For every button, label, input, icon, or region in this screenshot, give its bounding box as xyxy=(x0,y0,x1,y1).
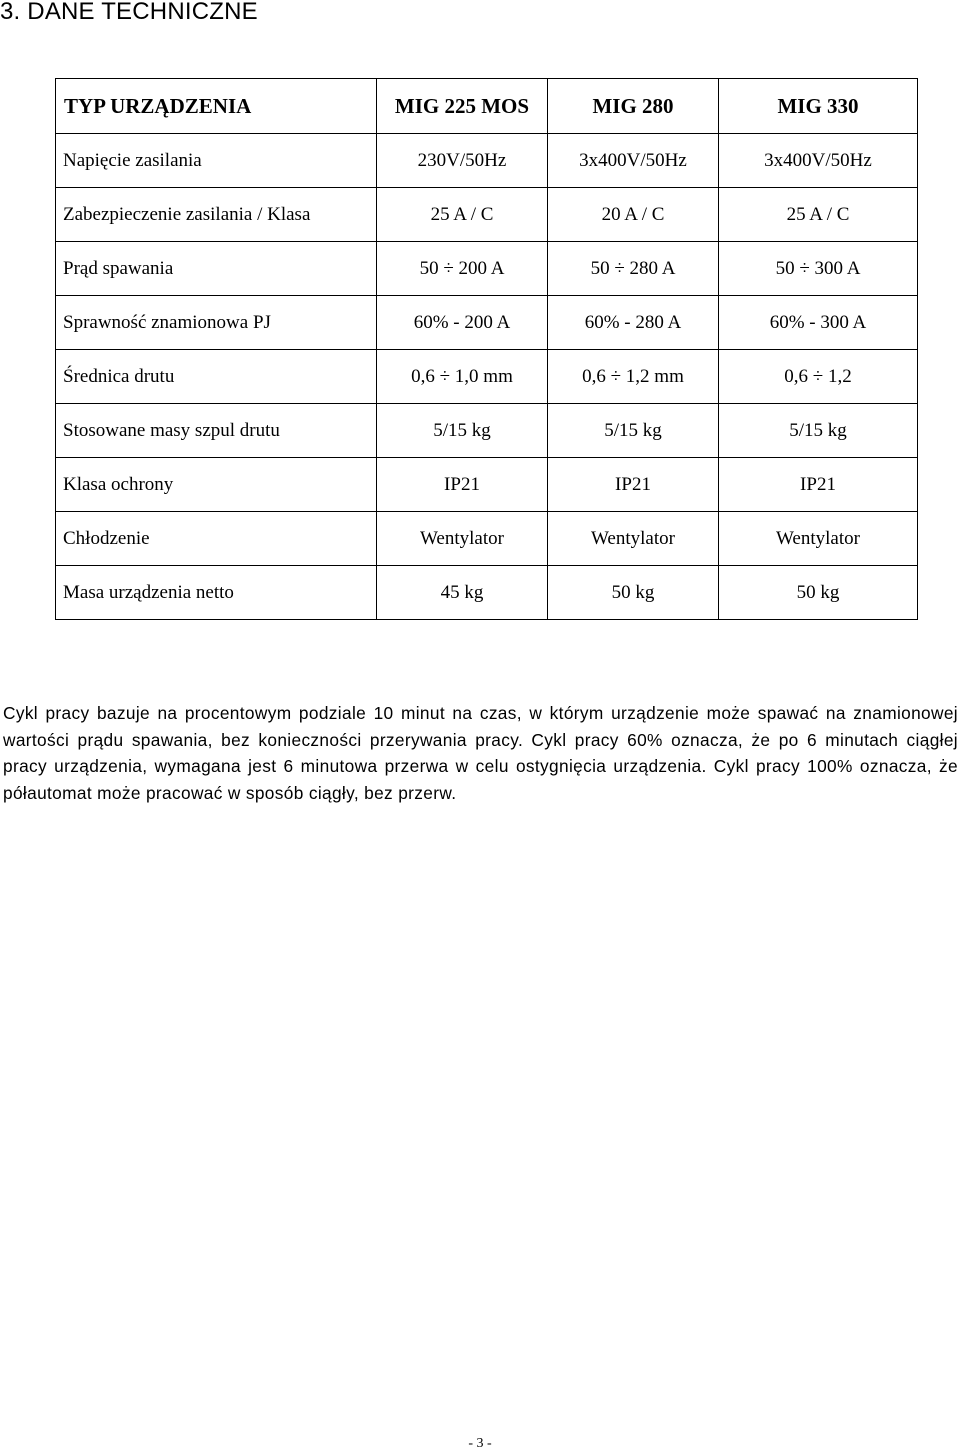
table-cell: Wentylator xyxy=(719,512,918,566)
table-row xyxy=(56,566,918,620)
table-row xyxy=(56,242,918,296)
table-row xyxy=(56,296,918,350)
row-label: Chłodzenie xyxy=(56,512,377,566)
table-cell: 20 A / C xyxy=(548,188,719,242)
table-cell: 50 ÷ 280 A xyxy=(548,242,719,296)
table-cell: 25 A / C xyxy=(719,188,918,242)
table-cell: 0,6 ÷ 1,2 mm xyxy=(548,350,719,404)
table-header-row xyxy=(56,79,918,134)
row-label: Stosowane masy szpul drutu xyxy=(56,404,377,458)
table-cell: 0,6 ÷ 1,2 xyxy=(719,350,918,404)
table-cell: 60% - 200 A xyxy=(377,296,548,350)
table-row xyxy=(56,134,918,188)
table-row xyxy=(56,188,918,242)
table-cell: Wentylator xyxy=(548,512,719,566)
row-label: Sprawność znamionowa PJ xyxy=(56,296,377,350)
row-label: Napięcie zasilania xyxy=(56,134,377,188)
section-title: 3. DANE TECHNICZNE xyxy=(0,0,258,25)
table-cell: 50 ÷ 300 A xyxy=(719,242,918,296)
table-row xyxy=(56,404,918,458)
table-cell: 25 A / C xyxy=(377,188,548,242)
duty-cycle-note: Cykl pracy bazuje na procentowym podziale 10 minut na czas, w którym urządzenie może spawać na znamionowej wartości prądu spawania, bez konieczności przerywania pracy. Cykl pracy 60% oznacza, że po 6 minutach ciągłej pracy urządzenia, wymagana jest 6 minutowa przerwa w celu ostygnięcia urządzenia. Cykl pracy 100% oznacza, że półautomat może pracować w sposób ciągły, bez przerw. xyxy=(3,703,958,803)
row-label: Masa urządzenia netto xyxy=(56,566,377,620)
table-cell: 5/15 kg xyxy=(548,404,719,458)
table-cell: 5/15 kg xyxy=(377,404,548,458)
technical-data-table xyxy=(55,78,918,620)
header-model-mig-280: MIG 280 xyxy=(548,79,719,134)
table-cell: 50 kg xyxy=(548,566,719,620)
table-row xyxy=(56,350,918,404)
table-cell: IP21 xyxy=(719,458,918,512)
table-cell: 3x400V/50Hz xyxy=(719,134,918,188)
table-cell: 5/15 kg xyxy=(719,404,918,458)
table-cell: 3x400V/50Hz xyxy=(548,134,719,188)
header-model-mig-330: MIG 330 xyxy=(719,79,918,134)
table-row xyxy=(56,512,918,566)
table-cell: 50 kg xyxy=(719,566,918,620)
header-model-mig-225-mos: MIG 225 MOS xyxy=(377,79,548,134)
row-label: Klasa ochrony xyxy=(56,458,377,512)
table-cell: 60% - 280 A xyxy=(548,296,719,350)
row-label: Zabezpieczenie zasilania / Klasa xyxy=(56,188,377,242)
table-cell: 0,6 ÷ 1,0 mm xyxy=(377,350,548,404)
table-cell: 230V/50Hz xyxy=(377,134,548,188)
table-cell: 45 kg xyxy=(377,566,548,620)
table-cell: IP21 xyxy=(377,458,548,512)
table-row xyxy=(56,458,918,512)
page-number: - 3 - xyxy=(468,1436,492,1451)
table-cell: Wentylator xyxy=(377,512,548,566)
table-cell: 50 ÷ 200 A xyxy=(377,242,548,296)
header-device-type: TYP URZĄDZENIA xyxy=(56,79,377,134)
row-label: Średnica drutu xyxy=(56,350,377,404)
table-cell: IP21 xyxy=(548,458,719,512)
table-cell: 60% - 300 A xyxy=(719,296,918,350)
row-label: Prąd spawania xyxy=(56,242,377,296)
